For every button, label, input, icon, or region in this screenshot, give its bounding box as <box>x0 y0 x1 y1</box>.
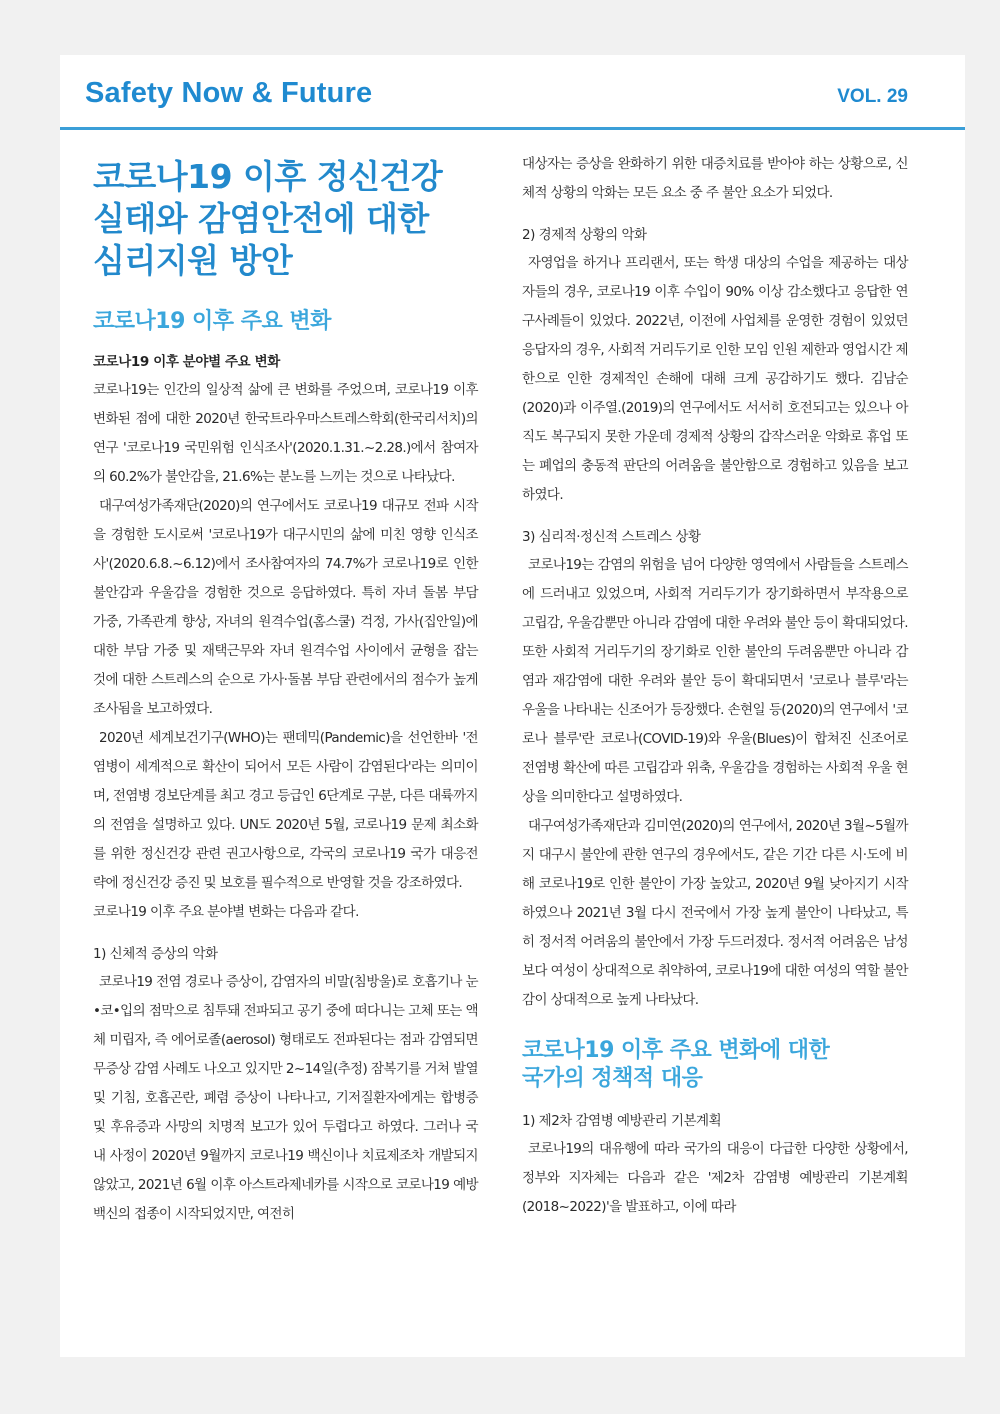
spacer <box>522 510 908 523</box>
section-title: 코로나19 이후 주요 변화 <box>93 309 331 334</box>
page-header <box>60 55 965 130</box>
article-title <box>93 156 478 282</box>
brand-title: Safety Now & Future <box>85 77 373 109</box>
paragraph: 코로나19는 인간의 일상적 삶에 큰 변화를 주었으며, 코로나19 이후 변화된 점에 대한 2020년 한국트라우마스트레스학회(한국리서치)의 연구 '코로나19 국민위험 인식조사'(2020.1.31.~2.28.)에서 참여자의 60.2%가 불안감을, 21.6%는 분노를 느끼는 것으로 나타났다. <box>93 382 478 485</box>
list-item-title: 1) 신체적 증상의 악화 <box>93 946 218 962</box>
paragraph: 코로나19 전염 경로나 증상이, 감염자의 비말(침방울)로 호흡기나 눈•코•입의 점막으로 침투돼 전파되고 공기 중에 떠다니는 고체 또는 액체 미립자, 즉 에어로졸(aerosol) 형태로도 전파된다는 점과 감염되면 무증상 감염 사례도 나오고 있지만 2~14일(추정) 잠복기를 거쳐 발열 및 기침, 호흡곤란, 폐렴 증상이 나타나고, 기저질환자에게는 합병증 및 후유증과 사망의 치명적 보고가 있어 두렵다고 하였다. 그러나 국내 사정이 2020년 9월까지 코로나19 백신이나 치료제조차 개발되지 않았고, 2021년 6월 이후 아스트라제네카를 시작으로 코로나19 예방백신의 접종이 시작되었지만, 여전히 <box>93 974 478 1222</box>
right-column <box>522 150 908 1222</box>
section-title <box>522 1037 908 1093</box>
paragraph: 대구여성가족재단과 김미연(2020)의 연구에서, 2020년 3월~5월까지 대구시 불안에 관한 연구의 경우에서도, 같은 기간 다른 시·도에 비해 코로나19로 인한 불안이 가장 높았고, 2020년 9월 낮아지기 시작하였으나 2021년 3월 다시 전국에서 가장 높게 불안이 나타났고, 특히 정서적 어려움의 불안에서 가장 두드러졌다. 정서적 어려움은 남성보다 여성이 상대적으로 취약하여, 코로나19에 대한 여성의 역할 불안감이 상대적으로 높게 나타났다. <box>522 818 908 1008</box>
spacer <box>522 208 908 221</box>
paragraph: 대구여성가족재단(2020)의 연구에서도 코로나19 대규모 전파 시작을 경험한 도시로써 '코로나19가 대구시민의 삶에 미친 영향 인식조사'(2020.6.8.~6.12)에서 조사참여자의 74.7%가 코로나19로 인한 불안감과 우울감을 경험한 것으로 응답하였다. 특히 자녀 돌봄 부담 가중, 가족관계 향상, 자녀의 원격수업(홈스쿨) 걱정, 가사(집안일)에 대한 부담 가중 및 재택근무와 자녀 원격수업 사이에서 균형을 잡는 것에 대한 스트레스의 순으로 가사·돌봄 부담 관련에서의 점수가 높게 조사됨을 보고하였다. <box>93 498 478 717</box>
paragraph: 2020년 세계보건기구(WHO)는 팬데믹(Pandemic)을 선언한바 '전염병이 세계적으로 확산이 되어서 모든 사람이 감염된다'라는 의미이며, 전염병 경보단계를 최고 경고 등급인 6단계로 구분, 다른 대륙까지의 전염을 설명하고 있다. UN도 2020년 5월, 코로나19 문제 최소화를 위한 정신건강 관련 권고사항으로, 각국의 코로나19 국가 대응전략에 정신건강 증진 및 보호를 필수적으로 반영할 것을 강조하였다. <box>93 730 478 891</box>
paragraph: 코로나19의 대유행에 따라 국가의 대응이 다급한 다양한 상황에서, 정부와 지자체는 다음과 같은 '제2차 감염병 예방관리 기본계획(2018~2022)'을 발표하고, 이에 따라 <box>522 1141 908 1215</box>
article-title-line: 심리지원 방안 <box>93 241 293 280</box>
list-item-title: 1) 제2차 감염병 예방관리 기본계획 <box>522 1113 722 1129</box>
article-title-line: 실태와 감염안전에 대한 <box>93 199 429 238</box>
subsection-title: 코로나19 이후 분야별 주요 변화 <box>93 354 280 370</box>
list-item-title: 3) 심리적·정신적 스트레스 상황 <box>522 529 701 545</box>
paragraph: 대상자는 증상을 완화하기 위한 대증치료를 받아야 하는 상황으로, 신체적 상황의 악화는 모든 요소 중 주 불안 요소가 되었다. <box>522 156 908 201</box>
spacer <box>93 927 478 940</box>
page <box>60 55 965 1357</box>
volume-label: VOL. 29 <box>837 86 908 107</box>
paragraph: 코로나19는 감염의 위험을 넘어 다양한 영역에서 사람들을 스트레스에 드러내고 있었으며, 사회적 거리두기가 장기화하면서 부작용으로 고립감, 우울감뿐만 아니라 감염에 대한 우려와 불안 등이 확대되었다. 또한 사회적 거리두기의 장기화로 인한 불안의 두려움뿐만 아니라 감염과 재감염에 대한 우려와 불안 등이 확대되면서 '코로나 블루'라는 우울을 나타내는 신조어가 등장했다. 손현일 등(2020)의 연구에서 '코로나 블루'란 코로나(COVID-19)와 우울(Blues)이 합쳐진 신조어로 전염병 확산에 따른 고립감과 위축, 우울감을 경험하는 사회적 우울 현상을 의미한다고 설명하였다. <box>522 557 908 805</box>
paragraph: 자영업을 하거나 프리랜서, 또는 학생 대상의 수업을 제공하는 대상자들의 경우, 코로나19 이후 수입이 90% 이상 감소했다고 응답한 연구사례들이 있었다. 2022년, 이전에 사업체를 운영한 경험이 있었던 응답자의 경우, 사회적 거리두기로 인한 모임 인원 제한과 영업시간 제한으로 인한 경제적인 손해에 대해 크게 공감하기도 했다. 김남순(2020)과 이주열.(2019)의 연구에서도 서서히 호전되고는 있으나 아직도 복구되지 못한 가운데 경제적 상황의 갑작스러운 악화로 휴업 또는 폐업의 충동적 판단의 어려움을 불안함으로 경험하고 있음을 보고하였다. <box>522 255 908 503</box>
paragraph: 코로나19 이후 주요 분야별 변화는 다음과 같다. <box>93 904 359 920</box>
article-title-line: 코로나19 이후 정신건강 <box>93 157 443 196</box>
list-item-title: 2) 경제적 상황의 악화 <box>522 227 647 243</box>
section-title-line: 코로나19 이후 주요 변화에 대한 <box>522 1038 830 1063</box>
section-title-line: 국가의 정책적 대응 <box>522 1066 703 1091</box>
left-column <box>93 150 478 1229</box>
